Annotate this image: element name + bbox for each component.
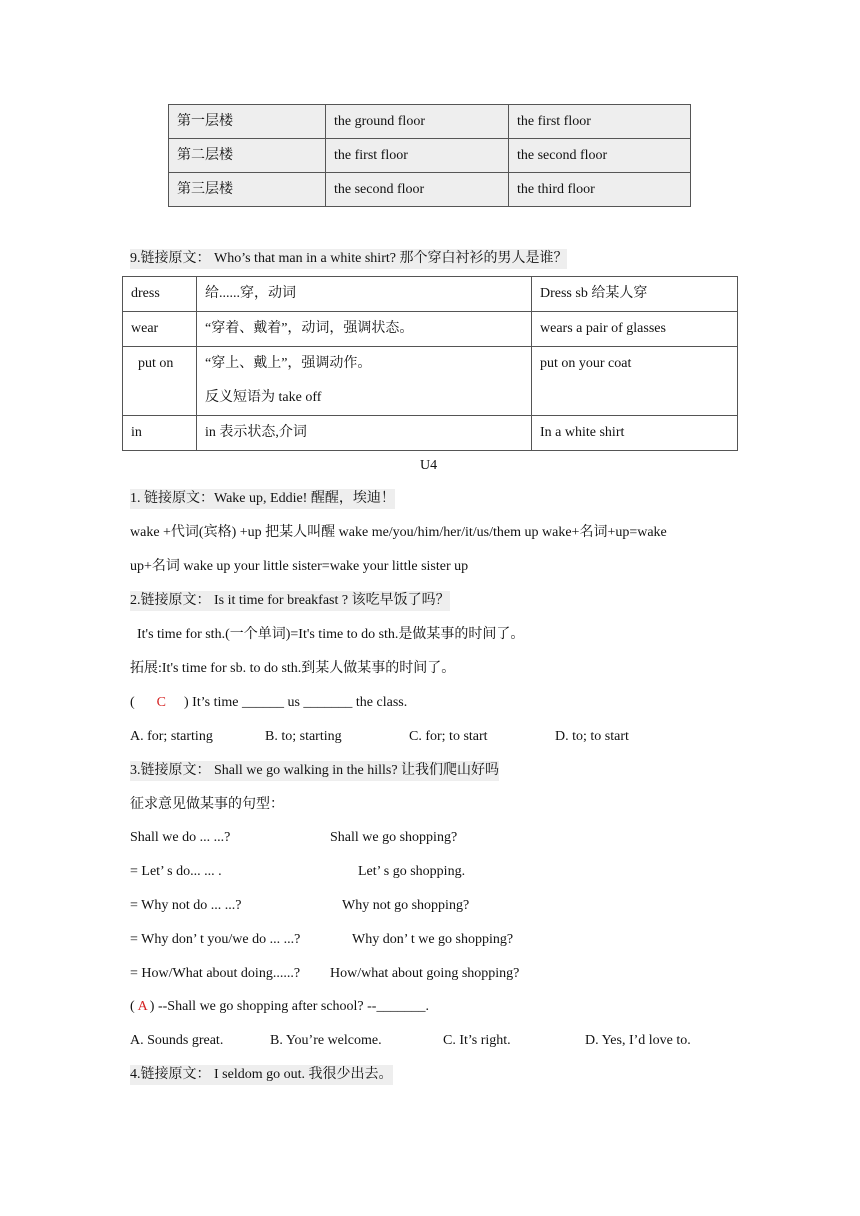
table-row [123,312,738,347]
table-cell: wears a pair of glasses [532,312,738,347]
section-9-heading: 9.链接原文： Who’s that man in a white shirt? 那个穿白衬衫的男人是谁？ [130,249,567,269]
option-c: C. It’s right. [443,1033,511,1048]
option-a: A. Sounds great. [130,1033,224,1048]
floor-table [168,104,691,207]
table-cell: Dress sb 给某人穿 [532,277,738,312]
option-d: D. to; to start [555,729,629,744]
table-row [123,416,738,451]
table-cell: 给......穿，动词 [197,277,532,312]
table-cell: put on your coat [532,347,738,416]
exercise-question [130,997,429,1017]
pattern-example: Shall we go shopping? [330,830,458,845]
question-text: ) --Shall we go shopping after school? --_______. [149,999,429,1014]
table-cell: wear [123,312,197,347]
pattern-example: How/what about going shopping? [330,966,520,981]
table-cell: put on [123,347,197,416]
unit-title: U4 [420,458,438,473]
bracket-open: ( [130,695,135,710]
table-cell: the first floor [509,105,691,139]
pattern-text: Shall we do ... ...? [130,830,231,845]
cell-line: “穿上、戴上”，强调动作。 [205,356,372,371]
cell-line: 反义短语为 take off [205,390,322,405]
table-cell: the first floor [326,139,509,173]
table-cell: in 表示状态,介词 [197,416,532,451]
point-3-intro: 征求意见做某事的句型： [130,797,284,812]
option-b: B. to; starting [265,729,342,744]
table-row [169,173,691,207]
point-4-heading: 4.链接原文： I seldom go out. 我很少出去。 [130,1065,393,1085]
bracket-open: ( [130,999,135,1014]
word-table [122,276,738,451]
table-row [169,105,691,139]
table-cell: 第一层楼 [169,105,326,139]
table-cell: the second floor [509,139,691,173]
table-cell: the second floor [326,173,509,207]
answer-mark: A [137,999,148,1014]
option-b: B. You’re welcome. [270,1033,382,1048]
pattern-text: = Why not do ... ...? [130,898,242,913]
table-cell: in [123,416,197,451]
option-c: C. for; to start [409,729,488,744]
table-row [123,277,738,312]
pattern-example: Let’ s go shopping. [358,864,466,879]
table-cell: In a white shirt [532,416,738,451]
table-cell: dress [123,277,197,312]
pattern-text: = Let’ s do... ... . [130,864,222,879]
pattern-text: = Why don’ t you/we do ... ...? [130,932,301,947]
table-row [123,347,738,416]
point-2-line: 拓展:It's time for sb. to do sth.到某人做某事的时间了。 [130,661,456,676]
pattern-example: Why not go shopping? [342,898,470,913]
table-cell: 第二层楼 [169,139,326,173]
pattern-example: Why don’ t we go shopping? [352,932,514,947]
table-row [169,139,691,173]
table-cell: “穿着、戴着”，动词，强调状态。 [197,312,532,347]
table-cell: the ground floor [326,105,509,139]
point-3-heading: 3.链接原文： Shall we go walking in the hills? 让我们爬山好吗 [130,761,499,781]
point-1-line: up+名词 wake up your little sister=wake your little sister up [130,559,469,574]
point-1-line: wake +代词(宾格) +up 把某人叫醒 wake me/you/him/her/it/us/them up wake+名词+up=wake [130,525,667,540]
pattern-text: = How/What about doing......? [130,966,301,981]
table-cell: the third floor [509,173,691,207]
answer-mark: C [156,695,167,710]
option-a: A. for; starting [130,729,213,744]
table-cell [197,347,532,416]
option-d: D. Yes, I’d love to. [585,1033,691,1048]
point-1-heading: 1. 链接原文：Wake up, Eddie! 醒醒，埃迪！ [130,489,395,509]
question-text: ) It’s time ______ us _______ the class. [184,695,408,710]
point-2-heading: 2.链接原文： Is it time for breakfast ? 该吃早饭了吗？ [130,591,450,611]
exercise-question [130,693,407,713]
table-cell: 第三层楼 [169,173,326,207]
point-2-line: It's time for sth.(一个单词)=It's time to do sth.是做某事的时间了。 [130,627,525,642]
